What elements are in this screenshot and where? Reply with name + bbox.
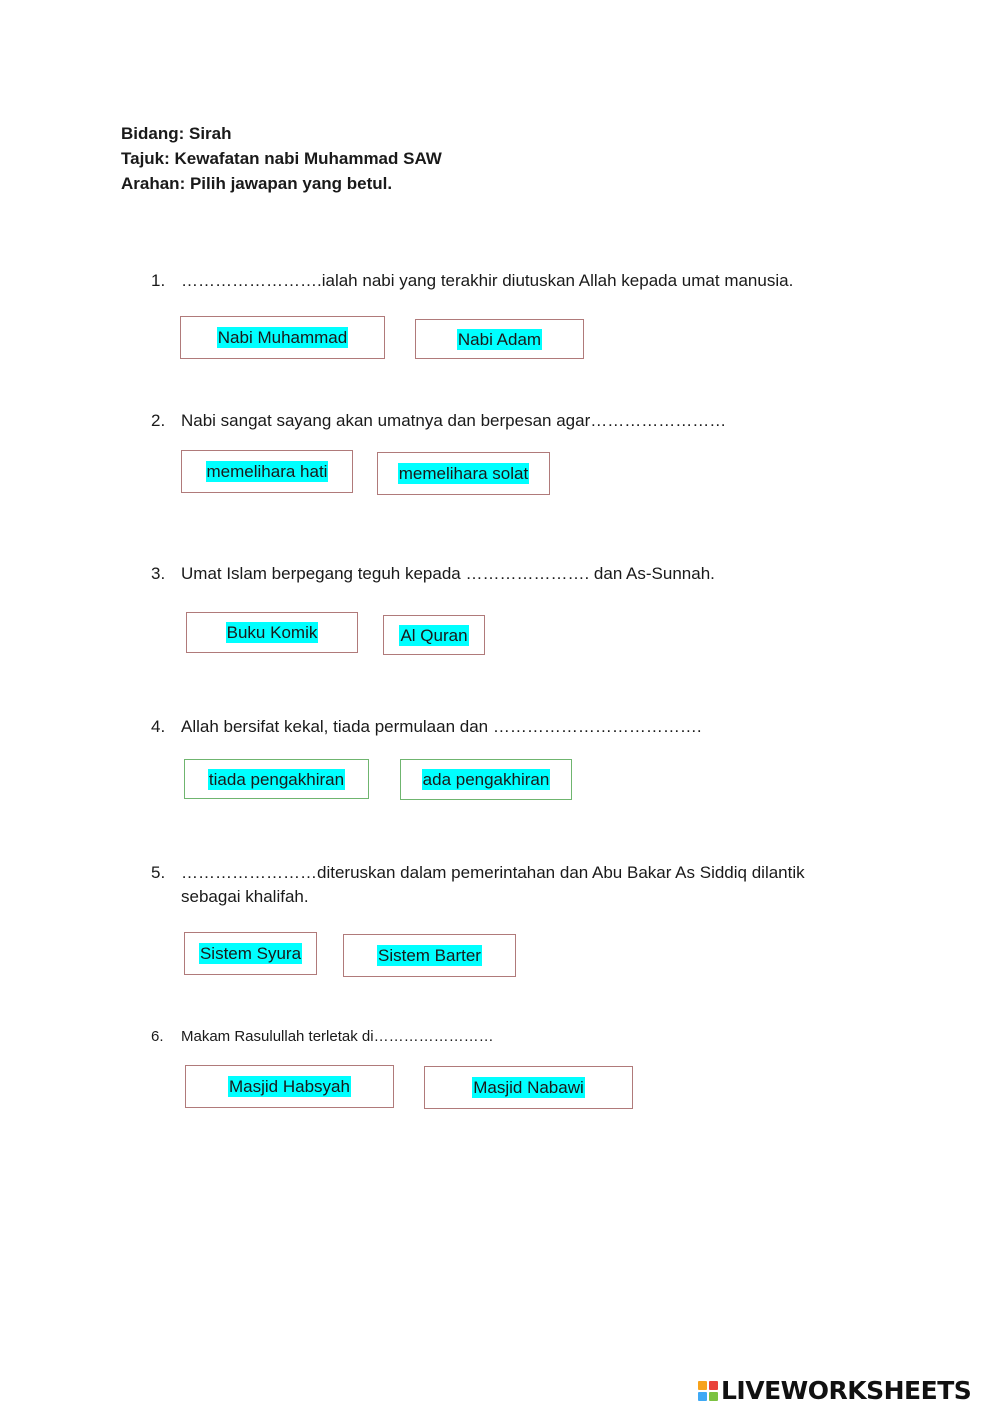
q1-option-2[interactable] — [415, 319, 584, 359]
option-label: Masjid Habsyah — [229, 1077, 350, 1096]
question-6 — [151, 1025, 851, 1049]
option-label: tiada pengakhiran — [208, 769, 345, 789]
question-1 — [151, 269, 851, 293]
q3-option-1[interactable] — [186, 612, 358, 653]
option-label: ada pengakhiran — [422, 770, 550, 789]
option-label: Sistem Barter — [378, 946, 481, 965]
question-number: 2. — [151, 411, 166, 430]
logo-square-1 — [698, 1381, 707, 1390]
subject-label: Bidang: Sirah — [121, 124, 232, 143]
q6-option-2[interactable] — [424, 1066, 633, 1109]
question-number: 3. — [151, 564, 166, 583]
question-number: 5. — [151, 863, 166, 882]
instruction-label: Arahan: Pilih jawapan yang betul. — [121, 174, 393, 193]
q2-option-2[interactable] — [377, 452, 550, 495]
question-text: Nabi sangat sayang akan umatnya dan berpesan agar…………………… — [181, 411, 727, 430]
logo-square-3 — [698, 1392, 707, 1401]
worksheet-header — [121, 121, 442, 196]
liveworksheets-logo-icon — [698, 1381, 718, 1401]
q1-option-1[interactable] — [180, 316, 385, 359]
q4-option-2[interactable] — [400, 759, 572, 800]
option-label: Al Quran — [400, 625, 468, 645]
option-label: memelihara solat — [398, 464, 529, 483]
question-text: ……………………diteruskan dalam pemerintahan dan Abu Bakar As Siddiq dilantik sebagai khalifah. — [181, 863, 805, 906]
topic-label: Tajuk: Kewafatan nabi Muhammad SAW — [121, 149, 442, 168]
q3-option-2[interactable] — [383, 615, 485, 655]
q6-option-1[interactable] — [185, 1065, 394, 1108]
logo-text: LIVEWORKSHEETS — [721, 1376, 972, 1405]
question-5 — [151, 861, 851, 909]
option-label: Nabi Adam — [457, 329, 542, 349]
question-3 — [151, 562, 851, 586]
question-number: 6. — [151, 1028, 164, 1045]
question-2 — [151, 409, 851, 433]
option-label: Masjid Nabawi — [473, 1078, 584, 1097]
option-label: Nabi Muhammad — [217, 328, 348, 347]
option-label: Sistem Syura — [199, 944, 302, 963]
question-number: 4. — [151, 717, 166, 736]
q2-option-1[interactable] — [181, 450, 353, 493]
question-text: …………………….ialah nabi yang terakhir diutuskan Allah kepada umat manusia. — [181, 271, 794, 290]
q5-option-1[interactable] — [184, 932, 317, 975]
option-label: Buku Komik — [226, 623, 318, 642]
question-text: Allah bersifat kekal, tiada permulaan dan ………………………………. — [181, 717, 702, 736]
question-text: Makam Rasulullah terletak di…………………… — [181, 1028, 494, 1045]
q5-option-2[interactable] — [343, 934, 516, 977]
logo-square-2 — [709, 1381, 718, 1390]
question-text: Umat Islam berpegang teguh kepada …………………. dan As-Sunnah. — [181, 564, 715, 583]
option-label: memelihara hati — [206, 462, 328, 481]
question-4 — [151, 715, 851, 739]
liveworksheets-logo[interactable] — [698, 1376, 971, 1405]
q4-option-1[interactable] — [184, 759, 369, 799]
logo-square-4 — [709, 1392, 718, 1401]
question-number: 1. — [151, 271, 166, 290]
